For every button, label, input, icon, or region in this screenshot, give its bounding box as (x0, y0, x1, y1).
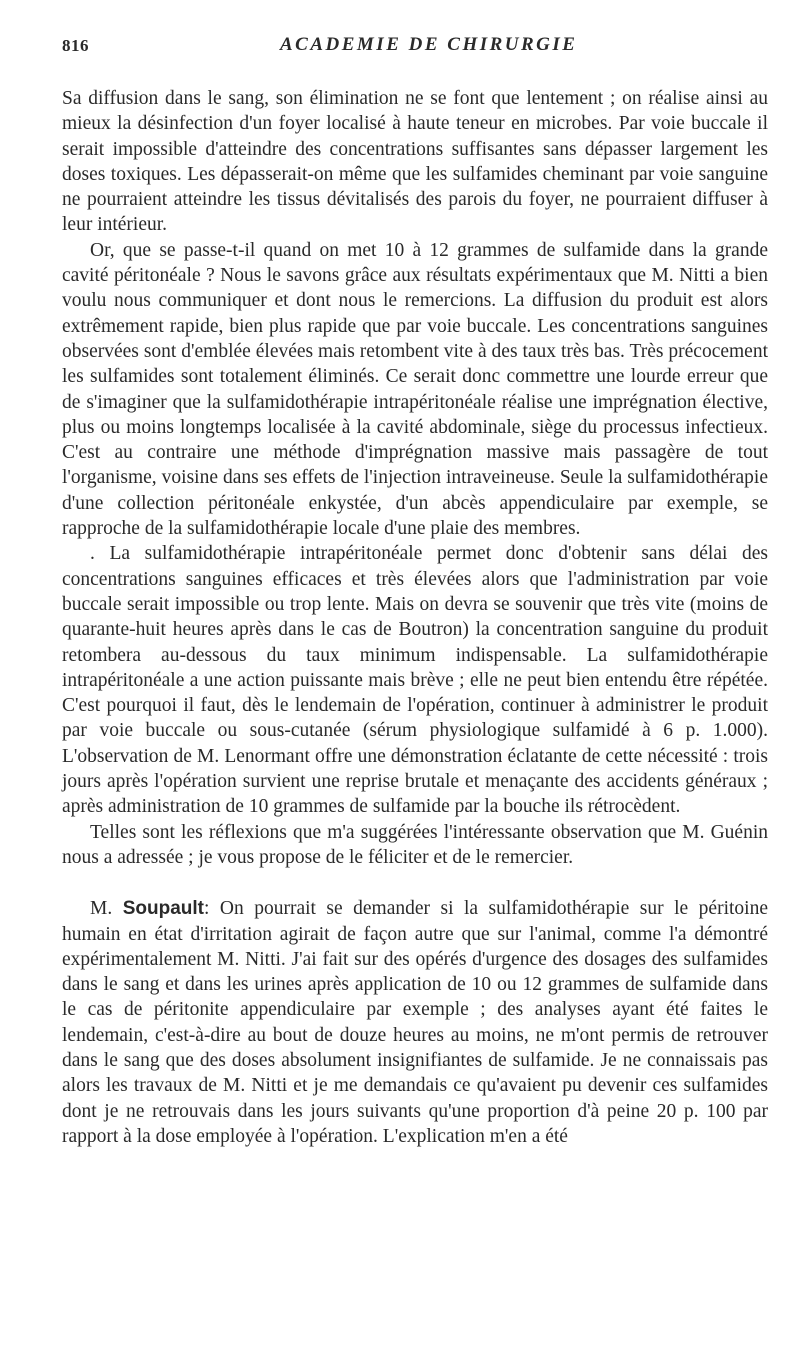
paragraph-2: Or, que se passe-t-il quand on met 10 à 12 grammes de sulfamide dans la grande cavité péritonéale ? Nous le savons grâce aux résultats expérimentaux que M. Nitti a bien voulu nous communiquer et dont nous le remercions. La diffusion du produit est alors extrêmement rapide, bien plus rapide que par voie buccale. Les concentrations sanguines observées sont d'emblée élevées mais retombent vite à des taux très bas. Très précocement les sulfamides sont totalement éliminés. Ce serait donc commettre une lourde erreur que de s'imaginer que la sulfamidothérapie intrapéritonéale réalise une imprégnation élective, plus ou moins longtemps localisée à la cavité abdominale, siège du processus infectieux. C'est au contraire une méthode d'imprégnation massive mais passagère de tout l'organisme, voisine dans ses effets de l'injection intraveineuse. Seule la sulfamidothérapie d'une collection péritonéale enkystée, d'un abcès appendiculaire par exemple, se rapproche de la sulfamidothérapie locale d'une plaie des membres. (62, 239, 768, 540)
paragraph-3: . La sulfamidothérapie intrapéritonéale permet donc d'obtenir sans délai des concentrations sanguines efficaces et très élevées alors que l'administration par voie buccale serait impossible ou trop lente. Mais on devra se souvenir que très vite (moins de quarante-huit heures après dans le cas de Boutron) la concentration sanguine du produit retombera au-dessous du taux minimum indispensable. La sulfamidothérapie intrapéritonéale a une action puissante mais brève ; elle ne peut bien entendu être répétée. C'est pourquoi il faut, dès le lendemain de l'opération, continuer à administrer le produit par voie buccale ou sous-cutanée (sérum physiologique sulfamidé à 6 p. 1.000). L'observation de M. Lenormant offre une démonstration éclatante de cette nécessité : trois jours après l'opération survient une reprise brutale et menaçante des accidents généraux ; après administration de 10 grammes de sulfamide par la bouche ils rétrocèdent. (62, 543, 768, 818)
body-text (62, 86, 768, 1149)
intervention-text: : On pourrait se demander si la sulfamidothérapie sur le péritoine humain en état d'irritation agirait de façon autre que sur l'animal, comme l'a démontré expérimentalement M. Nitti. J'ai fait sur des opérés d'urgence des dosages des sulfamides dans le sang et dans les urines après application de 10 ou 12 grammes de sulfamide dans le cas de péritonite appendiculaire par exemple ; des analyses ayant été faites le lendemain, c'est-à-dire au bout de douze heures au moins, ne m'ont permis de retrouver dans le sang que des doses absolument insignifiantes de sulfamide. Je ne connaissais pas alors les travaux de M. Nitti et je me demandais ce qu'avaient pu devenir ces sulfamides dont je ne retrouvais dans les jours suivants qu'une proportion d'à peine 20 p. 100 par rapport à la dose employée à l'opération. L'explication m'en a été (62, 898, 768, 1147)
paragraph-4: Telles sont les réflexions que m'a suggérées l'intéressante observation que M. Guénin nous a adressée ; je vous propose de le féliciter et de le remercier. (62, 821, 768, 868)
speaker-name: Soupault (122, 898, 204, 920)
page-header (62, 34, 777, 64)
paragraph-1: Sa diffusion dans le sang, son élimination ne se font que lentement ; on réalise ainsi au mieux la désinfection d'un foyer localisé à haute teneur en microbes. Par voie buccale il serait impossible d'atteindre des concentrations suffisantes sans dépasser largement les doses toxiques. Les dépasserait-on même que les sulfamides cheminant par voie sanguine ne pourraient atteindre les tissus dévitalisés des parois du foyer, ne pourraient diffuser à leur intérieur. (62, 88, 768, 236)
page-number: 816 (62, 36, 89, 55)
speaker-title: M. (90, 898, 113, 920)
running-head: ACADEMIE DE CHIRURGIE (280, 34, 578, 55)
intervention-paragraph (62, 896, 768, 1149)
